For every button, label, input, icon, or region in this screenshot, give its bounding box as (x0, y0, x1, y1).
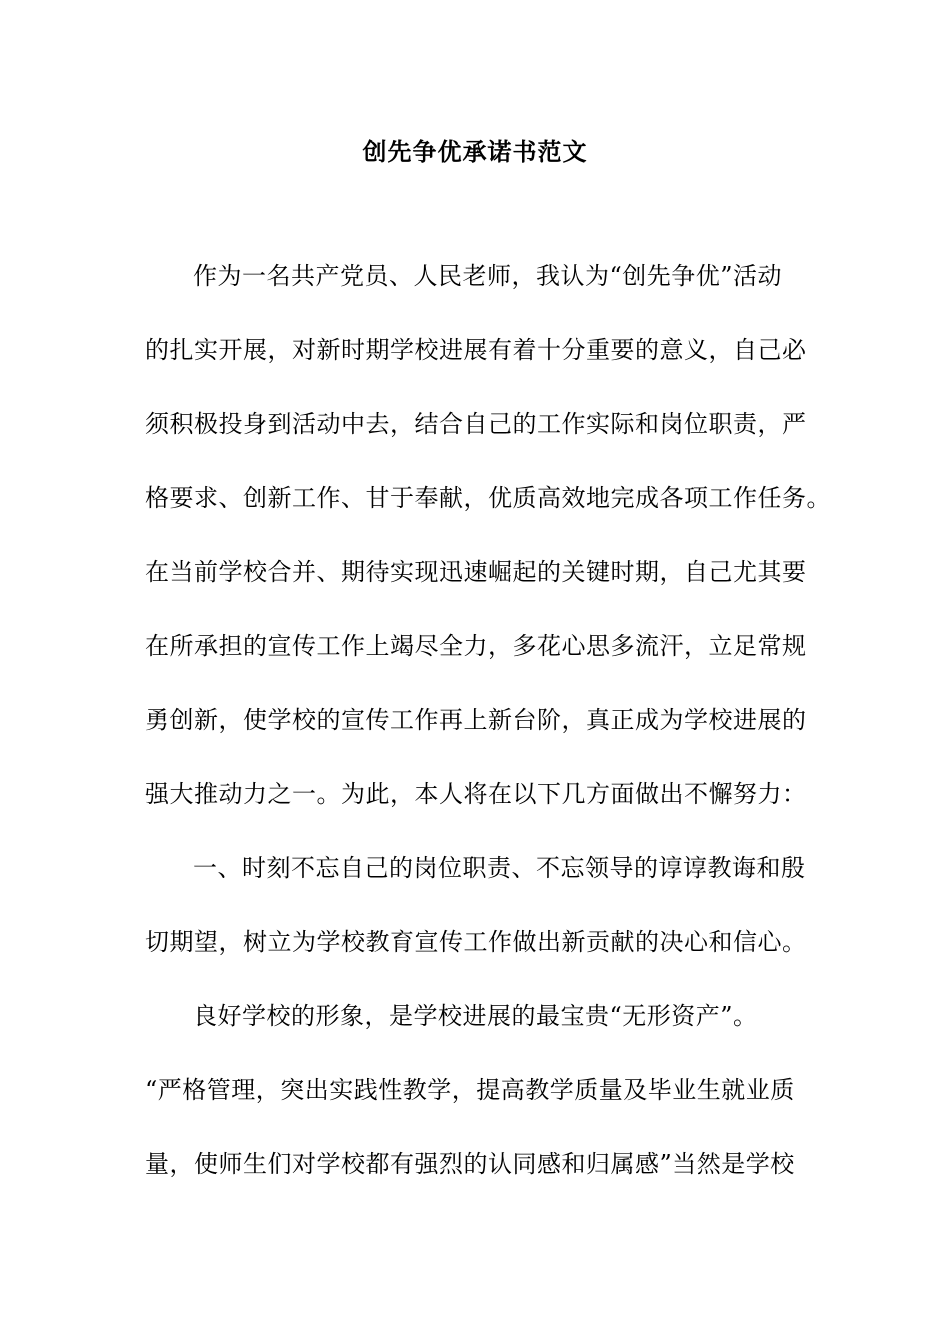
paragraph-line: 强大推动力之一。为此，本人将在以下几方面做出不懈努力： (145, 780, 807, 808)
paragraph-line: 量，使师生们对学校都有强烈的认同感和归属感”当然是学校 (145, 1150, 795, 1178)
paragraph-line: 格要求、创新工作、甘于奉献，优质高效地完成各项工作任务。 (145, 484, 831, 512)
paragraph-line: “严格管理，突出实践性教学，提高教学质量及毕业生就业质 (145, 1076, 795, 1104)
paragraph-line: 在当前学校合并、期待实现迅速崛起的关键时期，自己尤其要 (145, 558, 807, 586)
paragraph-line: 良好学校的形象，是学校进展的最宝贵“无形资产”。 (193, 1002, 758, 1030)
paragraph-line: 须积极投身到活动中去，结合自己的工作实际和岗位职责，严 (145, 410, 807, 438)
paragraph-line: 作为一名共产党员、人民老师，我认为“创先争优”活动 (193, 262, 783, 290)
paragraph-line: 在所承担的宣传工作上竭尽全力，多花心思多流汗，立足常规 (145, 632, 807, 660)
paragraph-line: 勇创新，使学校的宣传工作再上新台阶，真正成为学校进展的 (145, 706, 807, 734)
paragraph-line: 切期望，树立为学校教育宣传工作做出新贡献的决心和信心。 (145, 928, 807, 956)
paragraph-line: 的扎实开展，对新时期学校进展有着十分重要的意义，自己必 (145, 336, 807, 364)
document-title: 创先争优承诺书范文 (362, 137, 588, 166)
section-heading-line: 一、时刻不忘自己的岗位职责、不忘领导的谆谆教诲和殷 (193, 854, 806, 882)
